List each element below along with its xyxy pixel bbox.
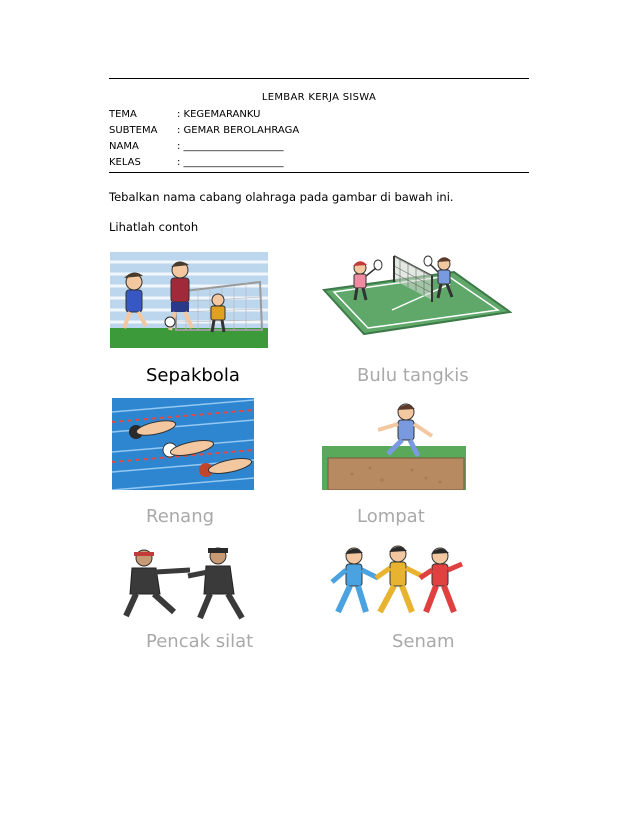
badminton-illustration bbox=[322, 252, 512, 336]
header-label: TEMA bbox=[109, 109, 137, 120]
sport-label-sepakbola: Sepakbola bbox=[146, 365, 240, 386]
sport-label-pencak-silat: Pencak silat bbox=[146, 631, 254, 652]
sport-label-senam: Senam bbox=[392, 631, 455, 652]
header-value: : KEGEMARANKU bbox=[177, 109, 261, 120]
header-label: KELAS bbox=[109, 157, 141, 168]
header-row-tema bbox=[109, 108, 260, 122]
header-value: : GEMAR BEROLAHRAGA bbox=[177, 125, 300, 136]
sport-label-lompat: Lompat bbox=[357, 506, 425, 527]
top-rule bbox=[109, 78, 529, 79]
football-illustration bbox=[110, 252, 268, 348]
gymnastics-illustration bbox=[326, 542, 468, 624]
bottom-rule bbox=[109, 172, 529, 173]
header-label: SUBTEMA bbox=[109, 125, 158, 136]
pencak-silat-illustration bbox=[116, 542, 256, 624]
header-label: NAMA bbox=[109, 141, 139, 152]
header-row-subtema bbox=[109, 124, 299, 138]
header-value: : ____________________ bbox=[177, 141, 284, 152]
sport-label-renang: Renang bbox=[146, 506, 215, 527]
swimming-illustration bbox=[112, 398, 254, 490]
header-row-nama bbox=[109, 140, 284, 154]
worksheet-title: LEMBAR KERJA SISWA bbox=[261, 92, 377, 103]
example-text: Lihatlah contoh bbox=[109, 220, 199, 234]
long-jump-illustration bbox=[322, 398, 466, 490]
header-value: : ____________________ bbox=[177, 157, 284, 168]
sport-label-bulu-tangkis: Bulu tangkis bbox=[357, 365, 469, 386]
instruction-text: Tebalkan nama cabang olahraga pada gambar di bawah ini. bbox=[109, 190, 454, 204]
header-row-kelas bbox=[109, 156, 284, 170]
